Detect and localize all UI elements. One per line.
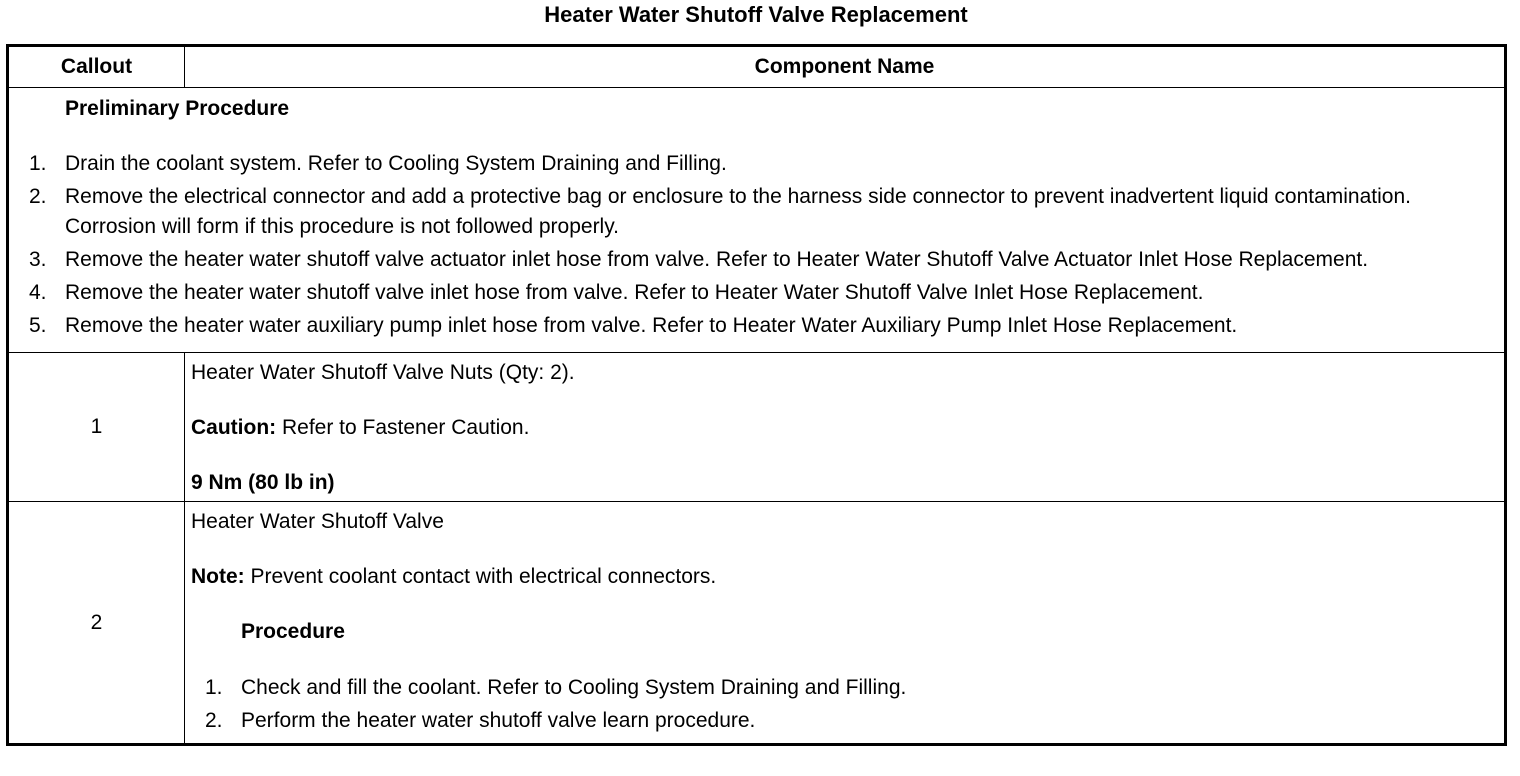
note-text: Prevent coolant contact with electrical connectors. [244,565,717,588]
step-number: 2. [205,709,223,732]
list-item [29,311,1494,341]
step-text: Remove the heater water shutoff valve inlet hose from valve. Refer to Heater Water Shutoff Valve Inlet Hose Replacement. [65,281,1204,304]
component-name: Heater Water Shutoff Valve Nuts (Qty: 2). [191,361,575,384]
preliminary-heading: Preliminary Procedure [65,97,290,120]
header-callout: Callout [8,46,185,88]
step-number: 4. [29,281,47,304]
component-cell [185,353,1506,502]
torque-spec: 9 Nm (80 lb in) [191,471,335,494]
table-row [8,502,1506,745]
callout-number: 2 [8,502,185,745]
header-component-name: Component Name [185,46,1506,88]
table-header-row [8,46,1506,88]
caution-label: Caution: [191,416,277,439]
step-text: Remove the heater water auxiliary pump inlet hose from valve. Refer to Heater Water Auxiliary Pump Inlet Hose Replacement. [65,314,1238,337]
list-item [29,278,1494,308]
component-cell [185,502,1506,745]
list-item [205,673,1498,703]
preliminary-steps-list [29,149,1494,341]
procedure-steps-list [205,673,1498,736]
list-item [205,706,1498,736]
list-item [29,149,1494,179]
preliminary-row [8,88,1506,353]
step-number: 5. [29,314,47,337]
list-item [29,182,1494,242]
step-text: Check and fill the coolant. Refer to Cooling System Draining and Filling. [241,676,907,699]
component-name: Heater Water Shutoff Valve [191,510,444,533]
table-row [8,353,1506,502]
step-text: Remove the heater water shutoff valve actuator inlet hose from valve. Refer to Heater Water Shutoff Valve Actuator Inlet Hose Replacement. [65,248,1369,271]
step-text: Perform the heater water shutoff valve learn procedure. [241,709,756,732]
note-label: Note: [191,565,245,588]
step-number: 3. [29,248,47,271]
callout-number: 1 [8,353,185,502]
caution-line [191,414,1498,442]
procedure-table [6,44,1507,746]
step-number: 2. [29,185,47,208]
page-title: Heater Water Shutoff Valve Replacement [544,2,968,27]
step-number: 1. [29,152,47,175]
procedure-heading: Procedure [241,620,345,643]
note-line [191,563,1498,591]
step-text: Remove the electrical connector and add a protective bag or enclosure to the harness side connector to prevent inadvertent liquid contamination. Corrosion will form if this procedure is not followed properly. [65,185,1411,238]
step-text: Drain the coolant system. Refer to Cooling System Draining and Filling. [65,152,727,175]
preliminary-cell [8,88,1506,353]
step-number: 1. [205,676,223,699]
caution-text: Refer to Fastener Caution. [276,416,530,439]
list-item [29,245,1494,275]
